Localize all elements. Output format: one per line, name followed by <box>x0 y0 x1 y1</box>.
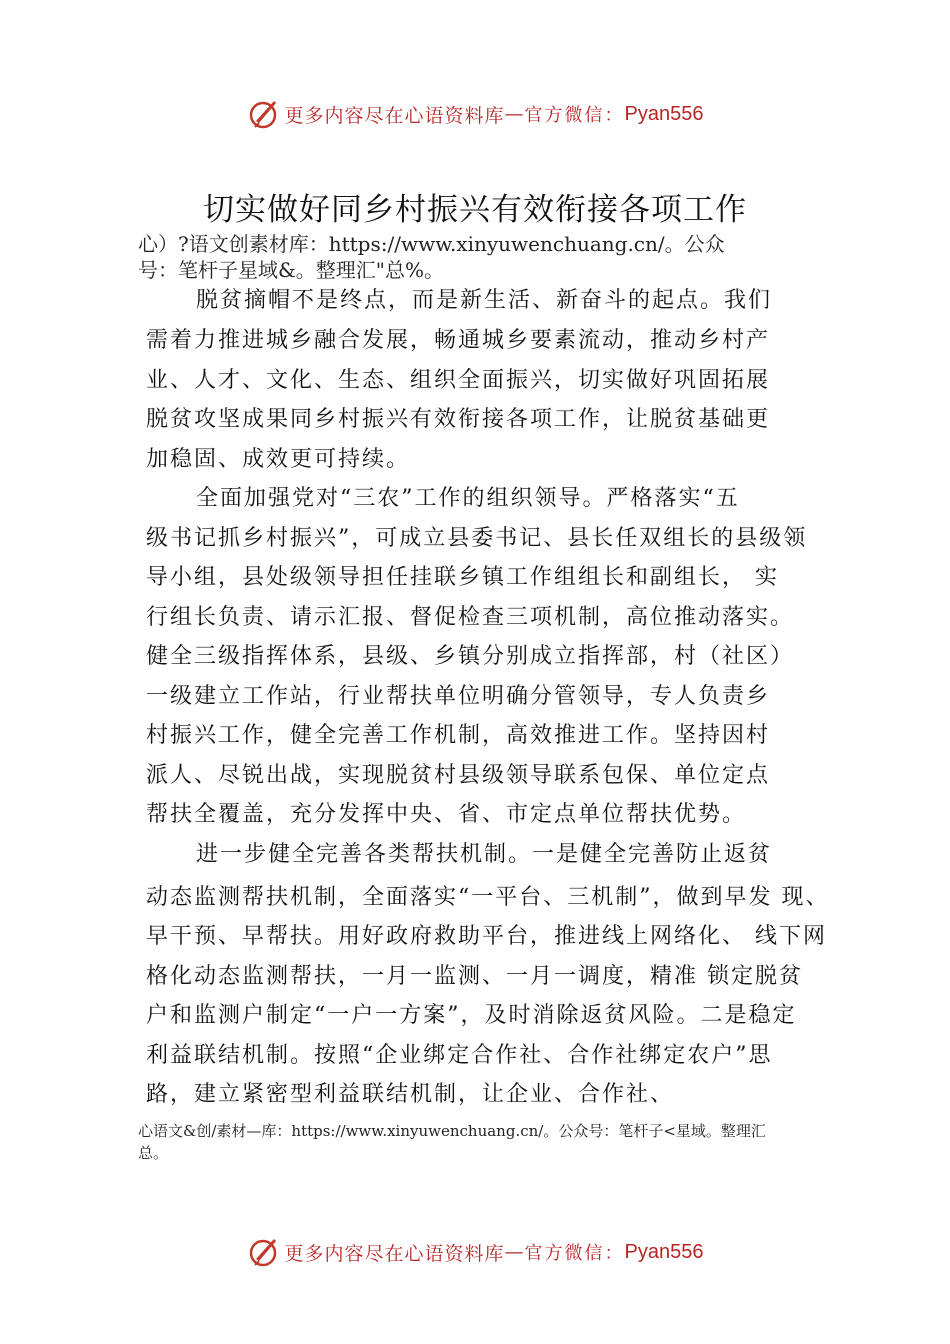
body-line: 帮扶全覆盖，充分发挥中央、省、市定点单位帮扶优势。 <box>146 802 747 827</box>
body-line: 路，建立紧密型利益联结机制，让企业、合作社、 <box>146 1082 675 1107</box>
body-line: 行组长负责、请示汇报、督促检查三项机制，高位推动落实。 <box>146 605 795 630</box>
body-line: 导小组，县处级领导担任挂联乡镇工作组组长和副组长， 实 <box>146 565 779 590</box>
banner-label: 官方微信： <box>524 1243 625 1264</box>
body-line: 派人、尽锐出战，实现脱贫村县级领导联系包保、单位定点 <box>146 763 771 788</box>
banner-text: 更多内容尽在心语资料库 <box>284 104 505 127</box>
bottom-banner <box>0 1232 950 1272</box>
top-banner <box>0 94 950 134</box>
banner-label: 官方微信： <box>524 105 625 126</box>
body-line: 进一步健全完善各类帮扶机制。一是健全完善防止返贫 <box>196 842 773 867</box>
body-line: 健全三级指挥体系，县级、乡镇分别成立指挥部，村（社区） <box>146 644 795 669</box>
body-line: 全面加强党对“三农”工作的组织领导。严格落实“五 <box>196 486 740 511</box>
banner-dash: — <box>504 103 525 125</box>
banner-wechat-id: Pyan556 <box>624 1240 704 1263</box>
banner-wechat-id: Pyan556 <box>624 102 704 125</box>
footer-source-note: 总。 <box>138 1144 169 1162</box>
banner-dash: — <box>504 1241 525 1263</box>
body-line: 脱贫攻坚成果同乡村振兴有效衔接各项工作，让脱贫基础更 <box>146 407 771 432</box>
body-line: 加稳固、成效更可持续。 <box>146 447 411 472</box>
body-line: 户和监测户制定“一户一方案”，及时消除返贫风险。二是稳定 <box>146 1003 797 1028</box>
body-line: 一级建立工作站，行业帮扶单位明确分管领导，专人负责乡 <box>146 684 771 709</box>
body-line: 格化动态监测帮扶，一月一监测、一月一调度，精准 锁定脱贫 <box>146 964 803 989</box>
body-line: 需着力推进城乡融合发展，畅通城乡要素流动，推动乡村产 <box>146 328 771 353</box>
source-note-line: 号：笔杆子星域&。整理汇"总%。 <box>138 258 445 282</box>
quill-logo-icon <box>247 97 281 131</box>
banner-text: 更多内容尽在心语资料库 <box>284 1242 505 1265</box>
body-line: 业、人才、文化、生态、组织全面振兴，切实做好巩固拓展 <box>146 368 771 393</box>
body-line: 动态监测帮扶机制，全面落实“一平台、三机制”，做到早发 现、 <box>146 885 830 910</box>
page-title: 切实做好同乡村振兴有效衔接各项工作 <box>203 192 747 228</box>
source-note-line: 心）?语文创素材库：https://www.xinyuwenchuang.cn/。公众 <box>138 232 725 256</box>
body-line: 早干预、早帮扶。用好政府救助平台，推进线上网络化、 线下网 <box>146 924 827 949</box>
body-line: 利益联结机制。按照“企业绑定合作社、合作社绑定农户”思 <box>146 1043 773 1068</box>
body-line: 级书记抓乡村振兴”，可成立县委书记、县长任双组长的县级领 <box>146 526 808 551</box>
body-line: 脱贫摘帽不是终点，而是新生活、新奋斗的起点。我们 <box>196 288 773 313</box>
body-line: 村振兴工作，健全完善工作机制，高效推进工作。坚持因村 <box>146 723 771 748</box>
footer-source-note: 心语文&创/素材—库：https://www.xinyuwenchuang.cn/。公众号：笔杆子<星域。整理汇 <box>138 1122 766 1140</box>
quill-logo-icon <box>247 1235 281 1269</box>
